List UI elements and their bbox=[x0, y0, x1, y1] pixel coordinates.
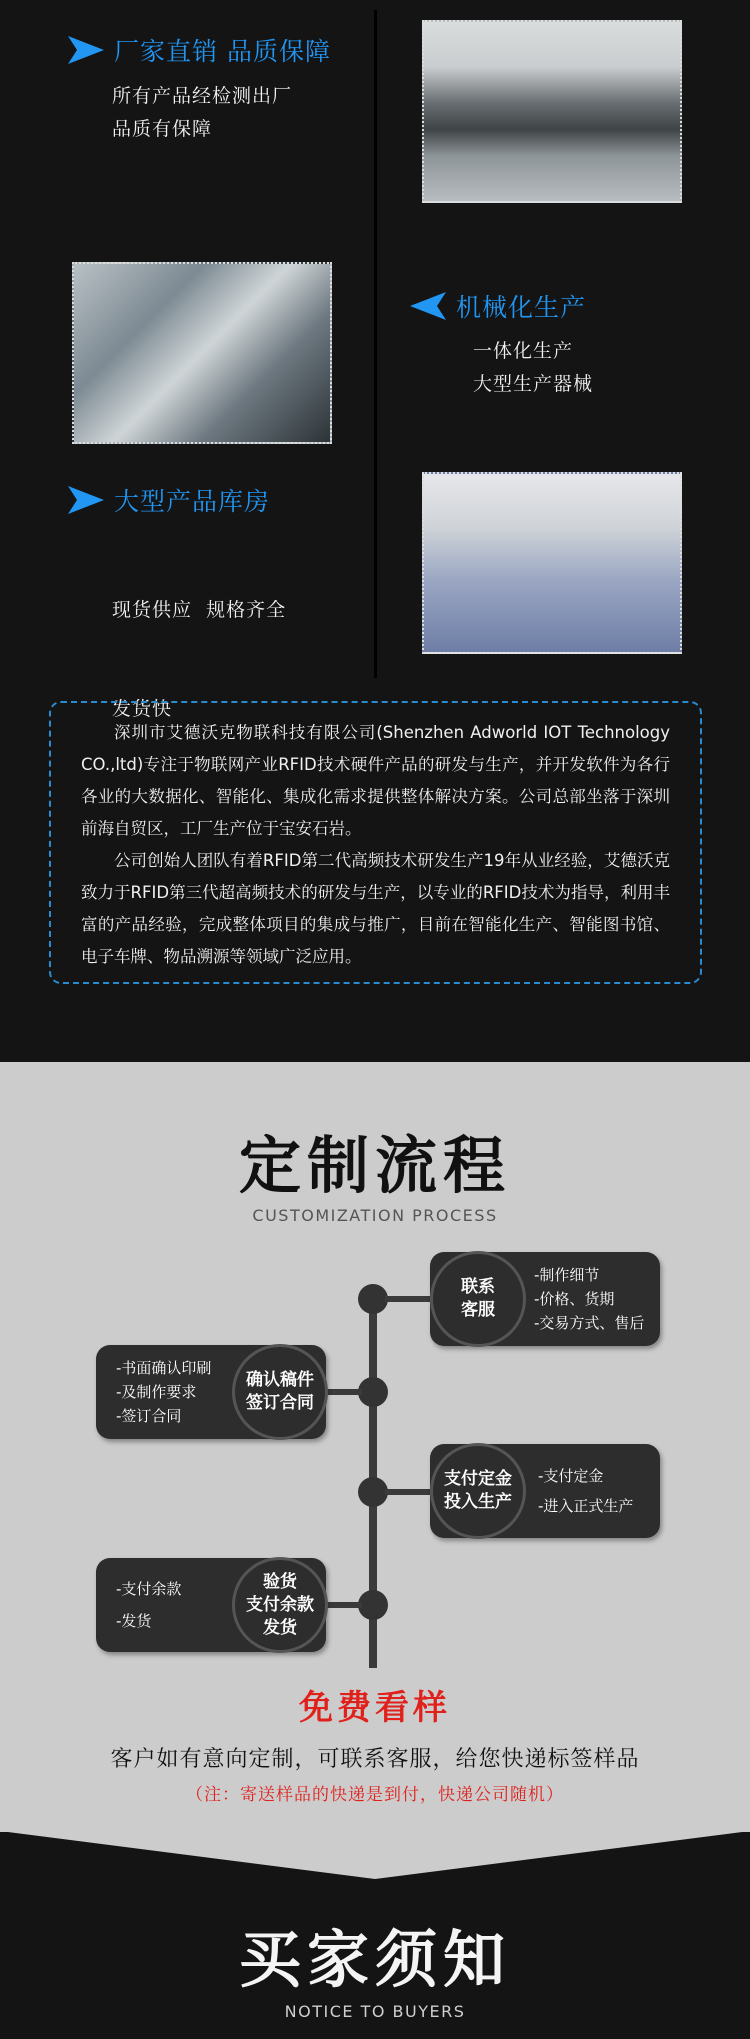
timeline-connector bbox=[322, 1602, 362, 1608]
step-circle-contact: 联系 客服 bbox=[430, 1251, 526, 1347]
feature-title-factory: 厂家直销 品质保障 bbox=[68, 32, 331, 68]
arrow-right-icon bbox=[68, 36, 104, 64]
customization-process-section bbox=[0, 1062, 750, 1832]
machine-photo bbox=[72, 262, 332, 444]
free-sample-title: 免费看样 bbox=[299, 1688, 451, 1728]
company-intro-paragraph: 深圳市艾德沃克物联科技有限公司(Shenzhen Adworld IOT Technology CO.,ltd)专注于物联网产业RFID技术硬件产品的研发与生产，并开发软件为各行各业的大数据化、智能化、集成化需求提供整体解决方案。公司总部坐落于深圳前海自贸区，工厂生产位于宝安石岩。 bbox=[81, 723, 670, 838]
timeline-node bbox=[358, 1284, 388, 1314]
step-circle-confirm: 确认稿件 签订合同 bbox=[232, 1344, 328, 1440]
feature-title-machinery: 机械化生产 bbox=[410, 288, 586, 324]
step-circle-deposit: 支付定金 投入生产 bbox=[430, 1443, 526, 1539]
notice-subtitle: NOTICE TO BUYERS bbox=[284, 2002, 466, 2021]
arrow-left-icon bbox=[410, 292, 446, 320]
feature-desc-factory: 所有产品经检测出厂 品质有保障 bbox=[112, 85, 293, 140]
free-sample-note: （注：寄送样品的快递是到付，快递公司随机） bbox=[186, 1785, 564, 1805]
timeline-node bbox=[358, 1477, 388, 1507]
notice-section bbox=[0, 1832, 750, 2039]
timeline-connector bbox=[385, 1296, 433, 1302]
process-title: 定制流程 bbox=[238, 1129, 511, 1202]
arrow-right-icon bbox=[68, 486, 104, 514]
step-contact-service: -制作细节 -价格、货期 -交易方式、售后 bbox=[430, 1252, 660, 1346]
step-inspect-ship: -支付余款 -发货 bbox=[96, 1558, 326, 1652]
center-divider bbox=[374, 10, 377, 678]
company-intro-box bbox=[49, 701, 702, 984]
step-circle-inspect: 验货 支付余款 发货 bbox=[232, 1557, 328, 1653]
process-subtitle: CUSTOMIZATION PROCESS bbox=[252, 1206, 498, 1225]
free-sample-description: 客户如有意向定制，可联系客服，给您快递标签样品 bbox=[110, 1747, 640, 1772]
timeline-node bbox=[358, 1590, 388, 1620]
feature-desc-warehouse: 现货供应 规格齐全 发货快 bbox=[112, 599, 287, 720]
feature-title-warehouse: 大型产品库房 bbox=[68, 482, 270, 518]
factory-photo bbox=[422, 20, 682, 203]
timeline-connector bbox=[385, 1489, 433, 1495]
step-deposit-production: -支付定金 -进入正式生产 bbox=[430, 1444, 660, 1538]
timeline-connector bbox=[322, 1389, 362, 1395]
notice-title: 买家须知 bbox=[238, 1923, 511, 1996]
warehouse-photo bbox=[422, 472, 682, 654]
chevron-divider bbox=[0, 1831, 750, 1881]
step-confirm-contract: -书面确认印刷 -及制作要求 -签订合同 bbox=[96, 1345, 326, 1439]
feature-desc-machinery: 一体化生产 大型生产器械 bbox=[473, 340, 594, 395]
timeline-node bbox=[358, 1377, 388, 1407]
company-intro-paragraph: 公司创始人团队有着RFID第二代高频技术研发生产19年从业经验，艾德沃克致力于RFID第三代超高频技术的研发与生产，以专业的RFID技术为指导，利用丰富的产品经验，完成整体项目的集成与推广，目前在智能化生产、智能图书馆、电子车牌、物品溯源等领域广泛应用。 bbox=[81, 851, 670, 966]
